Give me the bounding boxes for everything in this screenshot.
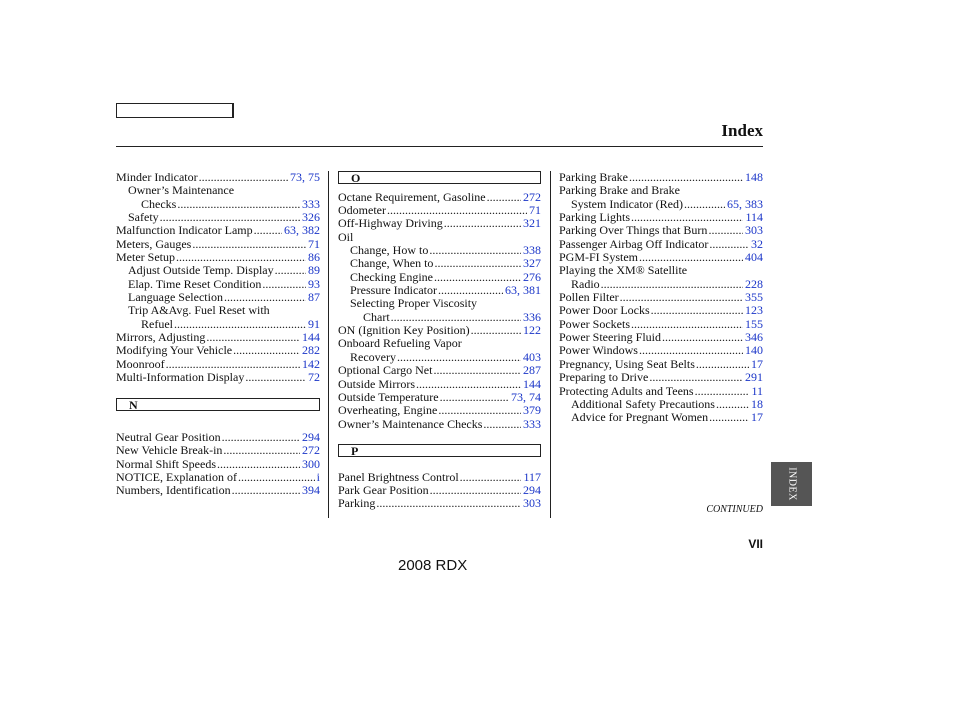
page-link[interactable]: 346 <box>745 330 763 345</box>
index-entry-text: Language Selection <box>128 290 223 305</box>
index-entry[interactable] <box>116 318 320 331</box>
page-link[interactable]: 91 <box>308 316 320 331</box>
page-link[interactable]: 17 <box>751 356 763 371</box>
page-link[interactable]: 140 <box>745 343 763 358</box>
leader-dots <box>223 444 300 457</box>
leader-dots <box>206 331 300 344</box>
leader-dots <box>199 171 288 184</box>
page-link[interactable]: 291 <box>745 370 763 385</box>
index-entry[interactable] <box>116 331 320 344</box>
index-list-m <box>116 171 320 385</box>
index-entry-text: Oil <box>338 229 354 244</box>
index-column-3 <box>559 171 763 425</box>
page-link[interactable]: 144 <box>302 330 320 345</box>
index-entry[interactable] <box>559 318 763 331</box>
index-entry[interactable] <box>338 391 541 404</box>
page-link[interactable]: 403 <box>523 349 541 364</box>
page-link[interactable]: 272 <box>302 443 320 458</box>
index-entry[interactable] <box>338 497 541 510</box>
index-entry <box>338 231 541 244</box>
page-link[interactable]: 300 <box>302 456 320 471</box>
page-link[interactable]: 144 <box>523 376 541 391</box>
index-entry[interactable] <box>559 331 763 344</box>
leader-dots <box>639 251 743 264</box>
index-entry[interactable] <box>338 271 541 284</box>
column-divider-1 <box>328 171 329 518</box>
page-link[interactable]: 89 <box>308 263 320 278</box>
index-entry-text: Meter Setup <box>116 250 175 265</box>
index-entry-text: Parking <box>338 496 376 511</box>
index-entry-text: Owner’s Maintenance <box>128 183 235 198</box>
leader-dots <box>662 331 743 344</box>
index-entry-text: Parking Over Things that Burn <box>559 223 708 238</box>
leader-dots <box>709 238 749 251</box>
page-link[interactable]: 87 <box>308 290 320 305</box>
leader-dots <box>387 204 527 217</box>
page-link[interactable]: 63, 382 <box>284 223 320 238</box>
page-link[interactable]: 71 <box>529 203 541 218</box>
index-entry[interactable] <box>116 264 320 277</box>
index-entry-text: Checking Engine <box>350 269 433 284</box>
leader-dots <box>620 291 743 304</box>
page-link[interactable]: 336 <box>523 309 541 324</box>
page-link[interactable]: 404 <box>745 250 763 265</box>
index-entry-text: Normal Shift Speeds <box>116 456 216 471</box>
index-entry[interactable] <box>338 418 541 431</box>
section-header-o: O <box>338 171 541 184</box>
leader-dots <box>471 324 521 337</box>
index-entry[interactable] <box>116 278 320 291</box>
index-entry-text: Multi-Information Display <box>116 370 245 385</box>
index-entry-text: Onboard Refueling Vapor <box>338 336 462 351</box>
page-number: VII <box>748 537 763 551</box>
page-link[interactable]: 73, 74 <box>511 389 541 404</box>
index-entry[interactable] <box>116 171 320 184</box>
page-link[interactable]: 327 <box>523 256 541 271</box>
page-link[interactable]: 72 <box>308 370 320 385</box>
page-link[interactable]: 272 <box>523 189 541 204</box>
index-list-n <box>116 431 320 498</box>
index-entry <box>116 184 320 197</box>
column-divider-2 <box>550 171 551 518</box>
page-link[interactable]: 276 <box>523 269 541 284</box>
index-entry-text: Mirrors, Adjusting <box>116 330 206 345</box>
leader-dots <box>631 211 743 224</box>
index-entry[interactable] <box>338 204 541 217</box>
index-entry-text: PGM-FI System <box>559 250 639 265</box>
leader-dots <box>238 471 315 484</box>
index-entry-text: ON (Ignition Key Position) <box>338 323 470 338</box>
page-link[interactable]: 394 <box>302 483 320 498</box>
nav-box <box>116 103 234 118</box>
index-entry[interactable] <box>338 378 541 391</box>
index-entry-text: Change, How to <box>350 243 429 258</box>
leader-dots <box>440 391 509 404</box>
header-rule <box>116 146 763 147</box>
index-entry <box>559 184 763 197</box>
index-entry-text: Chart <box>363 309 390 324</box>
leader-dots <box>649 371 743 384</box>
index-entry[interactable] <box>338 284 541 297</box>
leader-dots <box>254 224 282 237</box>
leader-dots <box>631 318 743 331</box>
leader-dots <box>275 264 306 277</box>
index-entry-text: Power Windows <box>559 343 638 358</box>
index-entry[interactable] <box>559 358 763 371</box>
leader-dots <box>696 358 749 371</box>
leader-dots <box>166 358 300 371</box>
index-entry[interactable] <box>559 371 763 384</box>
index-side-tab-label: INDEX <box>786 467 797 501</box>
index-entry-text: Advice for Pregnant Women <box>571 410 709 425</box>
index-entry-text: Pressure Indicator <box>350 283 437 298</box>
leader-dots <box>174 318 306 331</box>
index-entry-text: Off-Highway Driving <box>338 216 443 231</box>
index-entry[interactable] <box>116 484 320 497</box>
leader-dots <box>176 251 306 264</box>
index-entry[interactable] <box>559 411 763 424</box>
index-entry[interactable] <box>116 358 320 371</box>
index-entry-text: Power Door Locks <box>559 303 650 318</box>
index-entry[interactable] <box>559 251 763 264</box>
page-link[interactable]: 155 <box>745 316 763 331</box>
page-link[interactable]: 303 <box>523 496 541 511</box>
index-entry-text: Parking Brake <box>559 170 628 184</box>
index-entry-text: Overheating, Engine <box>338 403 438 418</box>
page-link[interactable]: 294 <box>523 482 541 497</box>
index-entry-text: NOTICE, Explanation of <box>116 469 237 484</box>
page-link[interactable]: 117 <box>523 469 541 484</box>
section-header-n: N <box>116 398 320 411</box>
index-entry[interactable] <box>559 171 763 184</box>
leader-dots <box>160 211 300 224</box>
index-list-o <box>338 191 541 431</box>
page-link[interactable]: 93 <box>308 276 320 291</box>
index-entry-text: Parking Lights <box>559 210 630 225</box>
page-link[interactable]: 379 <box>523 403 541 418</box>
leader-dots <box>233 344 300 357</box>
index-entry[interactable] <box>338 484 541 497</box>
leader-dots <box>217 458 300 471</box>
index-list-p <box>338 471 541 511</box>
index-entry[interactable] <box>559 238 763 251</box>
index-side-tab[interactable] <box>771 462 812 506</box>
leader-dots <box>232 484 300 497</box>
index-entry[interactable] <box>338 257 541 270</box>
index-entry-text: Checks <box>141 196 177 211</box>
index-entry[interactable] <box>338 311 541 324</box>
index-entry-text: Park Gear Position <box>338 482 429 497</box>
index-entry[interactable] <box>116 211 320 224</box>
index-entry[interactable] <box>338 191 541 204</box>
page-link[interactable]: 294 <box>302 429 320 444</box>
index-entry[interactable] <box>116 224 320 237</box>
leader-dots <box>444 217 521 230</box>
leader-dots <box>429 244 521 257</box>
page-link[interactable]: 287 <box>523 363 541 378</box>
index-entry[interactable] <box>559 224 763 237</box>
page-title: Index <box>721 121 763 140</box>
index-entry[interactable] <box>338 364 541 377</box>
leader-dots <box>438 404 521 417</box>
page-link[interactable]: 32 <box>751 236 763 251</box>
index-entry[interactable] <box>116 344 320 357</box>
index-entry-text: Safety <box>128 210 159 225</box>
index-entry-text: Outside Temperature <box>338 389 439 404</box>
index-entry-text: Radio <box>571 276 600 291</box>
index-entry-text: Panel Brightness Control <box>338 469 459 484</box>
index-entry[interactable] <box>116 471 320 484</box>
page-link[interactable]: 65, 383 <box>727 196 763 211</box>
index-entry[interactable] <box>559 291 763 304</box>
page-link[interactable]: 18 <box>751 396 763 411</box>
leader-dots <box>709 411 749 424</box>
index-entry-text: Odometer <box>338 203 386 218</box>
index-entry-text: Change, When to <box>350 256 434 271</box>
index-entry[interactable] <box>338 404 541 417</box>
leader-dots <box>438 284 503 297</box>
index-entry-text: Power Sockets <box>559 316 630 331</box>
page-link[interactable]: 142 <box>302 356 320 371</box>
footer-model: 2008 RDX <box>398 557 468 574</box>
page-link[interactable]: 338 <box>523 243 541 258</box>
leader-dots <box>684 198 725 211</box>
leader-dots <box>376 497 521 510</box>
index-entry-text: Octane Requirement, Gasoline <box>338 189 486 204</box>
page-link[interactable]: i <box>316 469 320 484</box>
index-entry[interactable] <box>116 291 320 304</box>
page-link[interactable]: 228 <box>745 276 763 291</box>
leader-dots <box>716 398 749 411</box>
page-link[interactable]: 282 <box>302 343 320 358</box>
index-entry[interactable] <box>116 198 320 211</box>
leader-dots <box>629 171 743 184</box>
page-link[interactable]: 355 <box>745 290 763 305</box>
leader-dots <box>391 311 521 324</box>
page-link[interactable]: 63, 381 <box>505 283 541 298</box>
index-entry-text: Parking Brake and Brake <box>559 183 680 198</box>
page-link[interactable]: 73, 75 <box>290 170 320 184</box>
leader-dots <box>245 371 306 384</box>
index-entry[interactable] <box>559 211 763 224</box>
page-link[interactable]: 303 <box>745 223 763 238</box>
index-entry-text: Optional Cargo Net <box>338 363 433 378</box>
leader-dots <box>416 378 521 391</box>
index-entry[interactable] <box>559 398 763 411</box>
index-entry[interactable] <box>116 458 320 471</box>
index-entry[interactable] <box>559 344 763 357</box>
index-entry-text: Adjust Outside Temp. Display <box>128 263 274 278</box>
page-link[interactable]: 114 <box>745 210 763 225</box>
index-entry[interactable] <box>116 431 320 444</box>
index-entry-text: New Vehicle Break-in <box>116 443 223 458</box>
index-entry[interactable] <box>116 371 320 384</box>
leader-dots <box>460 471 522 484</box>
index-column-1 <box>116 171 320 498</box>
index-entry-text: Meters, Gauges <box>116 236 192 251</box>
index-entry <box>559 264 763 277</box>
page-link[interactable]: 11 <box>751 383 763 398</box>
index-entry[interactable] <box>338 217 541 230</box>
leader-dots <box>601 278 743 291</box>
index-entry-text: Additional Safety Precautions <box>571 396 715 411</box>
index-entry-text: Trip A&Avg. Fuel Reset with <box>128 303 270 318</box>
index-entry[interactable] <box>338 471 541 484</box>
section-header-p: P <box>338 444 541 457</box>
page-link[interactable]: 326 <box>302 210 320 225</box>
index-entry-text: Moonroof <box>116 356 165 371</box>
leader-dots <box>397 351 521 364</box>
leader-dots <box>483 418 521 431</box>
leader-dots <box>177 198 300 211</box>
index-entry-text: Outside Mirrors <box>338 376 415 391</box>
continued-note: CONTINUED <box>706 504 763 515</box>
index-entry-text: Power Steering Fluid <box>559 330 661 345</box>
page-link[interactable]: 71 <box>308 236 320 251</box>
index-entry[interactable] <box>559 278 763 291</box>
index-entry[interactable] <box>116 238 320 251</box>
index-entry[interactable] <box>559 304 763 317</box>
leader-dots <box>434 257 521 270</box>
index-column-2 <box>338 171 541 511</box>
page-link[interactable]: 123 <box>745 303 763 318</box>
leader-dots <box>708 224 743 237</box>
index-entry-text: Pregnancy, Using Seat Belts <box>559 356 695 371</box>
index-entry-text: Elap. Time Reset Condition <box>128 276 262 291</box>
index-entry <box>338 337 541 350</box>
index-entry-text: System Indicator (Red) <box>571 196 683 211</box>
page-link[interactable]: 17 <box>751 410 763 425</box>
page-link[interactable]: 333 <box>523 416 541 431</box>
index-entry-text: Minder Indicator <box>116 170 198 184</box>
page-link[interactable]: 148 <box>745 170 763 184</box>
index-entry-text: Protecting Adults and Teens <box>559 383 694 398</box>
leader-dots <box>434 271 521 284</box>
index-entry-text: Passenger Airbag Off Indicator <box>559 236 709 251</box>
page-link[interactable]: 333 <box>302 196 320 211</box>
index-entry-text: Modifying Your Vehicle <box>116 343 233 358</box>
index-entry-text: Pollen Filter <box>559 290 619 305</box>
index-entry[interactable] <box>559 385 763 398</box>
index-entry-text: Recovery <box>350 349 396 364</box>
index-entry[interactable] <box>338 351 541 364</box>
index-entry[interactable] <box>116 444 320 457</box>
page-link[interactable]: 86 <box>308 250 320 265</box>
index-entry[interactable] <box>338 244 541 257</box>
index-entry-text: Refuel <box>141 316 173 331</box>
index-entry-text: Owner’s Maintenance Checks <box>338 416 483 431</box>
leader-dots <box>430 484 521 497</box>
leader-dots <box>192 238 306 251</box>
leader-dots <box>487 191 521 204</box>
index-entry[interactable] <box>559 198 763 211</box>
leader-dots <box>224 291 306 304</box>
index-entry <box>116 304 320 317</box>
index-list-p-continued <box>559 171 763 425</box>
index-entry-text: Numbers, Identification <box>116 483 231 498</box>
index-entry[interactable] <box>116 251 320 264</box>
leader-dots <box>262 278 306 291</box>
leader-dots <box>651 304 743 317</box>
leader-dots <box>222 431 300 444</box>
index-entry-text: Playing the XM® Satellite <box>559 263 688 278</box>
index-entry-text: Malfunction Indicator Lamp <box>116 223 253 238</box>
index-entry-text: Neutral Gear Position <box>116 429 221 444</box>
index-entry <box>338 297 541 310</box>
index-entry[interactable] <box>338 324 541 337</box>
leader-dots <box>695 385 750 398</box>
leader-dots <box>639 344 743 357</box>
leader-dots <box>433 364 521 377</box>
index-entry-text: Selecting Proper Viscosity <box>350 296 478 311</box>
page-link[interactable]: 321 <box>523 216 541 231</box>
index-entry-text: Preparing to Drive <box>559 370 649 385</box>
page-link[interactable]: 122 <box>523 323 541 338</box>
